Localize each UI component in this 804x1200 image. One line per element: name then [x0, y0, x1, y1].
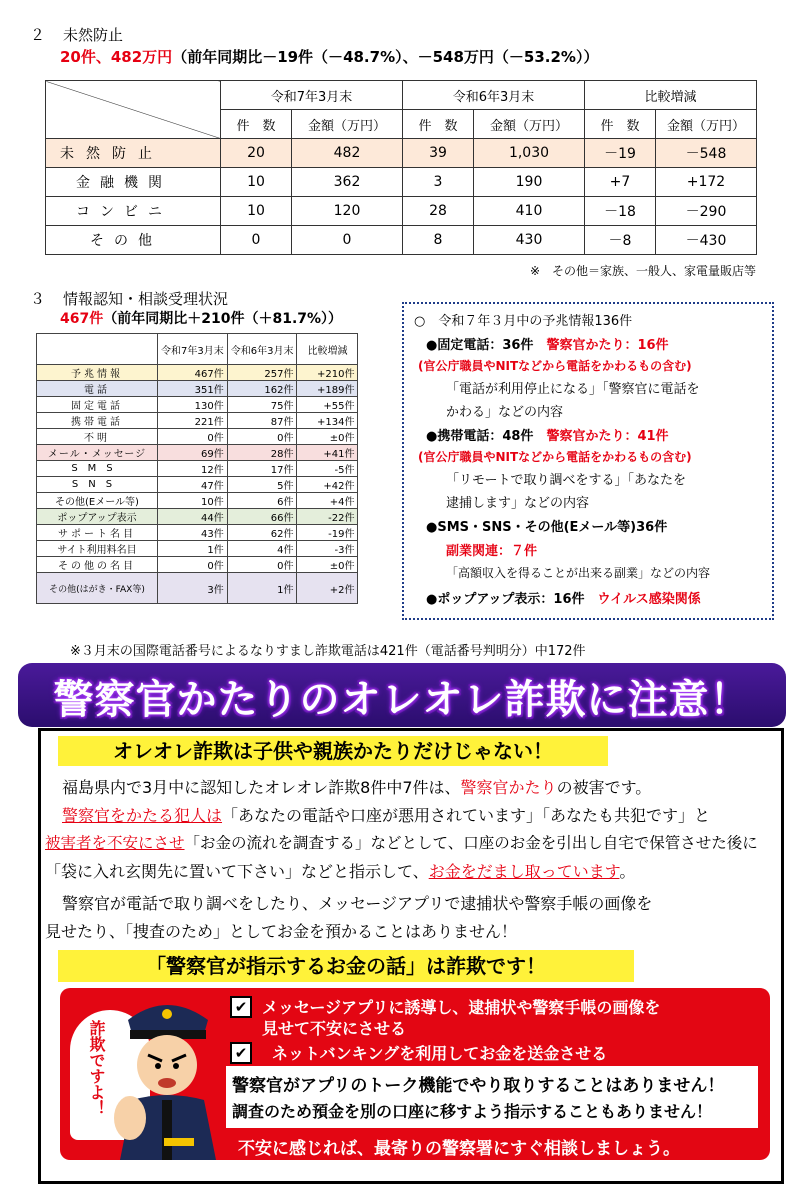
cell: 39	[403, 139, 474, 168]
cell: 10件	[158, 493, 228, 509]
table-row	[46, 197, 757, 226]
text: 「袋に入れ玄関先に置いて下さい」などと指示して、	[45, 862, 429, 881]
table-row	[37, 477, 358, 493]
row-label: サイト利用料名目	[37, 541, 158, 557]
cell: 410	[474, 197, 585, 226]
cell: 1件	[158, 541, 228, 557]
consult-footer: 不安に感じれば、最寄りの警察署にすぐ相談しましょう。	[238, 1139, 680, 1159]
cell: 0件	[227, 557, 297, 573]
paragraph-line	[62, 775, 651, 798]
row-label: 電話	[37, 381, 158, 397]
info-text: 逮捕します」などの内容	[446, 496, 590, 511]
row-label: その他(はがき・FAX等)	[37, 573, 158, 604]
cell: 0	[221, 226, 292, 255]
cell: 130件	[158, 397, 228, 413]
info-popup-virus: ウイルス感染関係	[597, 592, 701, 607]
checkmark-icon: ✔	[230, 996, 252, 1018]
section3-title: 情報認知・相談受理状況	[63, 290, 229, 308]
cell: -22件	[297, 509, 358, 525]
row-label: 予兆情報	[37, 365, 158, 381]
cell: +210件	[297, 365, 358, 381]
table-row	[37, 461, 358, 477]
row-label: その他の名目	[37, 557, 158, 573]
info-note: (官公庁職員やNITなどから電話をかわるもの含む)	[418, 359, 692, 373]
info-mobile-police: 警察官かたり：41件	[546, 429, 669, 444]
cell: +41件	[297, 445, 358, 461]
cell: 43件	[158, 525, 228, 541]
info-mobile-count: ●携帯電話：48件	[426, 429, 534, 444]
info-landline	[426, 334, 669, 353]
prevention-table	[45, 80, 757, 255]
cell: 47件	[158, 477, 228, 493]
cell: 351件	[158, 381, 228, 397]
row-label: 未然防止	[46, 139, 221, 168]
section2-note: ※ その他＝家族、一般人、家電量販店等	[529, 264, 756, 278]
paragraph-line: 警察官が電話で取り調べをしたり、メッセージアプリで逮捕状や警察手帳の画像を	[62, 894, 653, 913]
cell: +42件	[297, 477, 358, 493]
col-header: 比較増減	[297, 334, 358, 365]
cell: -3件	[297, 541, 358, 557]
info-box	[402, 302, 774, 620]
info-popup-count: ●ポップアップ表示：16件	[426, 592, 585, 607]
info-title: ○ 令和７年３月中の予兆情報136件	[414, 314, 633, 329]
table-corner	[37, 334, 158, 365]
section3-summary-red: 467件	[60, 311, 104, 327]
cell: 28	[403, 197, 474, 226]
col-group-diff: 比較増減	[585, 81, 757, 110]
cell: ±0件	[297, 557, 358, 573]
cell: 162件	[227, 381, 297, 397]
cell: +189件	[297, 381, 358, 397]
cell: +7	[585, 168, 656, 197]
checkmark-icon: ✔	[230, 1042, 252, 1064]
row-label: その他(Eメール等)	[37, 493, 158, 509]
text: 福島県内で3月中に認知したオレオレ詐欺8件中7件は、	[62, 778, 461, 797]
cell: 1,030	[474, 139, 585, 168]
info-sms: ●SMS・SNS・その他(Eメール等)36件	[426, 520, 668, 535]
col-header: 令和7年3月末	[158, 334, 228, 365]
text-emphasis: お金をだまし取っています	[428, 862, 620, 881]
police-officer-illustration	[108, 990, 226, 1160]
row-label: SNS	[37, 477, 158, 493]
cell: 0	[292, 226, 403, 255]
info-note: (官公庁職員やNITなどから電話をかわるもの含む)	[418, 450, 692, 464]
section3-note: ※３月末の国際電話番号によるなりすまし詐欺電話は421件（電話番号判明分）中172件	[70, 644, 586, 659]
cell: 257件	[227, 365, 297, 381]
cell: 44件	[158, 509, 228, 525]
table-row	[46, 226, 757, 255]
cell: 0件	[227, 429, 297, 445]
section3-number: ３	[30, 290, 46, 308]
table-row	[46, 139, 757, 168]
cell: 1件	[227, 573, 297, 604]
paragraph-line	[45, 859, 635, 882]
row-label: その他	[46, 226, 221, 255]
cell: －8	[585, 226, 656, 255]
cell: 10	[221, 168, 292, 197]
paragraph-line	[62, 803, 710, 826]
cell: 8	[403, 226, 474, 255]
info-text: 「電話が利用停止になる」「警察官に電話を	[446, 382, 700, 397]
cell: 75件	[227, 397, 297, 413]
cell: －548	[656, 139, 757, 168]
row-label: サポート名目	[37, 525, 158, 541]
sub-header: 金額（万円）	[292, 110, 403, 139]
cell: -19件	[297, 525, 358, 541]
table-row	[46, 168, 757, 197]
info-landline-count: ●固定電話：36件	[426, 338, 534, 353]
table-row	[37, 509, 358, 525]
cell: 17件	[227, 461, 297, 477]
text-emphasis: 警察官かたり	[460, 778, 557, 797]
cell: +2件	[297, 573, 358, 604]
section2-number: ２	[30, 26, 46, 44]
cell: 467件	[158, 365, 228, 381]
cell: 12件	[158, 461, 228, 477]
cell: 6件	[227, 493, 297, 509]
section3-heading	[30, 288, 228, 309]
info-text: かわる」などの内容	[446, 405, 564, 420]
cell: 28件	[227, 445, 297, 461]
cell: 5件	[227, 477, 297, 493]
sub-header: 件 数	[585, 110, 656, 139]
table-row	[37, 429, 358, 445]
paragraph-line: 見せたり、「捜査のため」としてお金を預かることはありません！	[45, 922, 518, 941]
cell: 3件	[158, 573, 228, 604]
section2-title: 未然防止	[63, 26, 124, 44]
info-popup	[426, 588, 701, 607]
table-row	[37, 445, 358, 461]
table-row	[37, 413, 358, 429]
check-item-1: メッセージアプリに誘導し、逮捕状や警察手帳の画像を	[262, 998, 661, 1017]
table-row	[37, 541, 358, 557]
text: 「お金の流れを調査する」などとして、口座のお金を引出し自宅で保管させた後に	[184, 834, 758, 852]
cell: 20	[221, 139, 292, 168]
row-label: 固定電話	[37, 397, 158, 413]
row-label: メール・メッセージ	[37, 445, 158, 461]
cell: 482	[292, 139, 403, 168]
text: の被害です。	[556, 778, 652, 797]
row-label: SMS	[37, 461, 158, 477]
section2-summary-black: （前年同期比－19件（－48.7%）、－548万円（－53.2%））	[172, 48, 599, 66]
row-label: 携帯電話	[37, 413, 158, 429]
highlight-heading-1: オレオレ詐欺は子供や親族かたりだけじゃない！	[58, 736, 608, 766]
cell: 62件	[227, 525, 297, 541]
info-landline-police: 警察官かたり：16件	[546, 338, 669, 353]
check-item-1-cont: 見せて不安にさせる	[262, 1019, 407, 1038]
banner-title: 警察官かたりのオレオレ詐欺に注意！	[53, 677, 751, 723]
cell: －18	[585, 197, 656, 226]
cell: 221件	[158, 413, 228, 429]
row-label: ポップアップ表示	[37, 509, 158, 525]
paragraph-line	[45, 831, 758, 853]
cell: －290	[656, 197, 757, 226]
table-row	[37, 493, 358, 509]
row-label: 不明	[37, 429, 158, 445]
row-label: コンビニ	[46, 197, 221, 226]
cell: 0件	[158, 429, 228, 445]
cell: +55件	[297, 397, 358, 413]
cell: 10	[221, 197, 292, 226]
cell: +4件	[297, 493, 358, 509]
table-row	[37, 525, 358, 541]
cell: 362	[292, 168, 403, 197]
cell: -5件	[297, 461, 358, 477]
table-row	[37, 573, 358, 604]
text-emphasis: 被害者を不安にさせ	[45, 834, 185, 852]
notice-line-2: 調査のため預金を別の口座に移すよう指示することもありません！	[232, 1102, 713, 1121]
info-text: 「高額収入を得ることが出来る副業」などの内容	[446, 566, 711, 580]
cell: 0件	[158, 557, 228, 573]
cell: +134件	[297, 413, 358, 429]
section3-summary	[60, 308, 342, 328]
cell: －430	[656, 226, 757, 255]
text: 。	[619, 862, 636, 881]
cell: 3	[403, 168, 474, 197]
section2-heading	[30, 24, 123, 45]
consultation-table	[36, 333, 358, 604]
col-group-2025: 令和7年3月末	[221, 81, 403, 110]
cell: 190	[474, 168, 585, 197]
table-row	[37, 397, 358, 413]
highlight-heading-2: 「警察官が指示するお金の話」は詐欺です！	[58, 950, 634, 982]
section2-summary	[60, 46, 598, 67]
notice-line-1: 警察官がアプリのトーク機能でやり取りすることはありません！	[232, 1076, 725, 1096]
sub-header: 件 数	[403, 110, 474, 139]
col-group-2024: 令和6年3月末	[403, 81, 585, 110]
cell: 87件	[227, 413, 297, 429]
cell: 66件	[227, 509, 297, 525]
text-emphasis: 警察官をかたる犯人は	[62, 806, 223, 825]
info-sidejob: 副業関連：７件	[446, 544, 538, 559]
info-mobile	[426, 425, 669, 444]
cell: 4件	[227, 541, 297, 557]
sub-header: 金額（万円）	[474, 110, 585, 139]
table-corner	[46, 81, 221, 139]
check-item-2: ネットバンキングを利用してお金を送金させる	[272, 1044, 608, 1063]
table-row	[37, 557, 358, 573]
section3-summary-black: （前年同期比＋210件（＋81.7%））	[103, 311, 343, 327]
info-text: 「リモートで取り調べをする」「あなたを	[446, 473, 686, 488]
row-label: 金融機関	[46, 168, 221, 197]
sub-header: 件 数	[221, 110, 292, 139]
table-row	[37, 365, 358, 381]
cell: －19	[585, 139, 656, 168]
section2-summary-red: 20件、482万円	[60, 48, 173, 66]
cell: 120	[292, 197, 403, 226]
bubble-text: 詐欺ですよ！	[87, 1020, 106, 1116]
cell: 430	[474, 226, 585, 255]
text: 「あなたの電話や口座が悪用されています」「あなたも共犯です」と	[222, 806, 711, 825]
cell: 69件	[158, 445, 228, 461]
table-row	[37, 381, 358, 397]
cell: +172	[656, 168, 757, 197]
sub-header: 金額（万円）	[656, 110, 757, 139]
cell: ±0件	[297, 429, 358, 445]
col-header: 令和6年3月末	[227, 334, 297, 365]
